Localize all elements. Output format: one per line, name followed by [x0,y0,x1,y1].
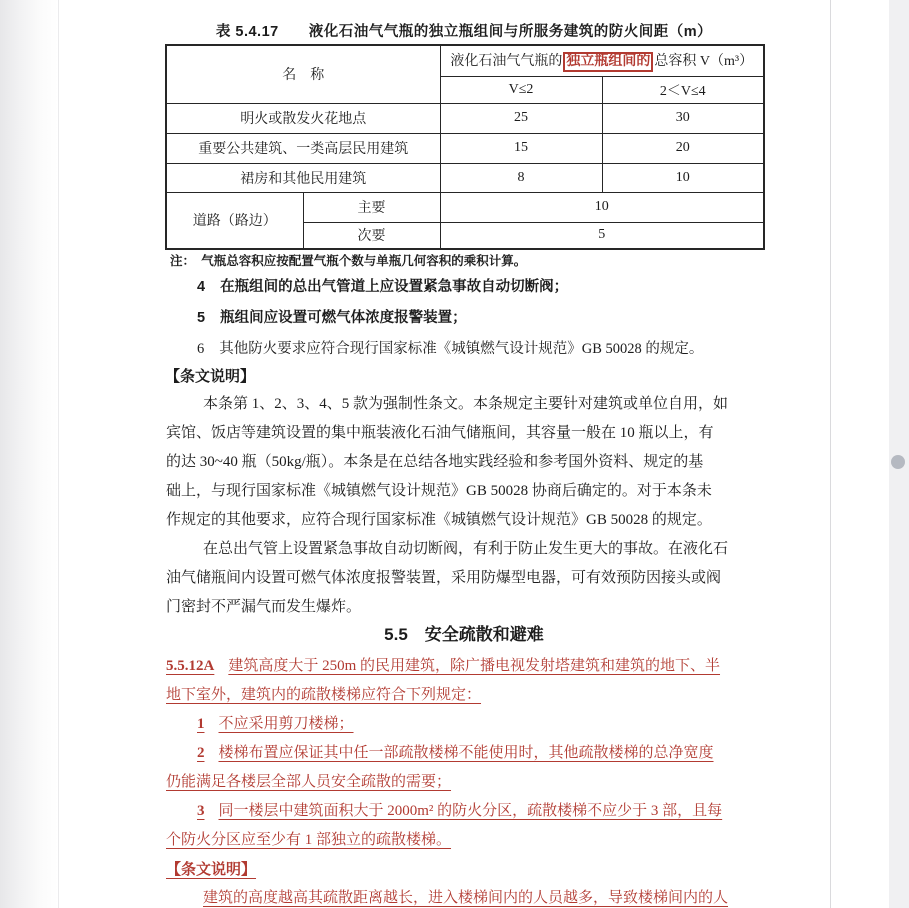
header-sub-v2: V≤2 [440,76,602,103]
explanation-label: 【条文说明】 [165,368,256,385]
road-value: 10 [440,192,764,222]
red-text-line: 5.5.12A 建筑高度大于 250m 的民用建筑，除广播电视发射塔建筑和建筑的地下、半 [166,658,721,674]
row-value: 8 [440,163,602,192]
road-type: 次要 [303,222,440,249]
row-value: 10 [602,163,764,192]
text-line: 础上，与现行国家标准《城镇燃气设计规范》GB 50028 协商后确定的。对于本条未 [166,483,712,499]
text-line: 的达 30~40 瓶（50kg/瓶）。本条是在总结各地实践经验和参考国外资料、规定的基 [166,454,704,470]
red-explanation-label: 【条文说明】 [166,861,257,878]
section-heading: 5.5 安全疏散和避难 [384,625,544,644]
row-label: 明火或散发火花地点 [166,103,440,133]
row-label: 重要公共建筑、一类高层民用建筑 [166,133,440,163]
red-text-line: 地下室外，建筑内的疏散楼梯应符合下列规定： [166,687,482,703]
red-text-line: 个防火分区应至少有 1 部独立的疏散楼梯。 [166,832,452,848]
header-volume-highlight: 独立瓶组间的 [563,52,653,72]
fire-separation-table [165,44,765,250]
clause-item: 4 在瓶组间的总出气管道上应设置紧急事故自动切断阀； [197,279,569,295]
clause-item: 6 其他防火要求应符合现行国家标准《城镇燃气设计规范》GB 50028 的规定。 [197,341,704,357]
text-line: 门密封不严漏气而发生爆炸。 [166,599,362,615]
explanation-paragraphs [166,390,746,622]
clause-list [166,272,752,365]
text-line: 在总出气管上设置紧急事故自动切断阀，有利于防止发生更大的事故。在液化石 [203,541,729,557]
text-line: 油气储瓶间内设置可燃气体浓度报警装置，采用防爆型电器，可有效预防因接头或阀 [166,570,722,586]
clause-item: 5 瓶组间应设置可燃气体浓度报警装置； [197,310,467,326]
page-right-border [830,0,831,908]
row-label-road: 道路（路边） [166,192,303,249]
red-text-line: 2 楼梯布置应保证其中任一部疏散楼梯不能使用时，其他疏散楼梯的总净宽度 [197,745,714,761]
scrollbar-thumb[interactable] [891,455,905,469]
table-caption: 表 5.4.17 液化石油气气瓶的独立瓶组间与所服务建筑的防火间距（m） [215,24,713,40]
row-value: 25 [440,103,602,133]
table-note: 注： 气瓶总容积应按配置气瓶个数与单瓶几何容积的乘积计算。 [170,254,527,268]
text-line: 作规定的其他要求，应符合现行国家标准《城镇燃气设计规范》GB 50028 的规定。 [166,512,712,528]
header-volume-suffix: 总容积 V（m³） [654,53,754,69]
text-line: 本条第 1、2、3、4、5 款为强制性条文。本条规定主要针对建筑或单位自用，如 [203,396,729,412]
scrollbar-track[interactable] [889,0,909,908]
header-volume-prefix: 液化石油气气瓶的 [450,53,563,69]
red-text-line: 3 同一楼层中建筑面积大于 2000m² 的防火分区，疏散楼梯不应少于 3 部，且每 [197,803,723,819]
red-text-line: 1 不应采用剪刀楼梯； [197,716,354,732]
header-volume [440,45,764,76]
row-value: 20 [602,133,764,163]
red-text-line: 建筑的高度越高其疏散距离越长，进入楼梯间内的人员越多，导致楼梯间内的人 [203,890,729,906]
header-sub-v4: 2＜V≤4 [602,76,764,103]
row-value: 30 [602,103,764,133]
road-value: 5 [440,222,764,249]
row-value: 15 [440,133,602,163]
page-left-edge-shadow [0,0,59,908]
header-name: 名 称 [166,45,440,103]
road-type: 主要 [303,192,440,222]
amendment-block [166,652,748,908]
red-text-line: 仍能满足各楼层全部人员安全疏散的需要； [166,774,452,790]
row-label: 裙房和其他民用建筑 [166,163,440,192]
text-line: 宾馆、饭店等建筑设置的集中瓶装液化石油气储瓶间，其容量一般在 10 瓶以上，有 [166,425,714,441]
